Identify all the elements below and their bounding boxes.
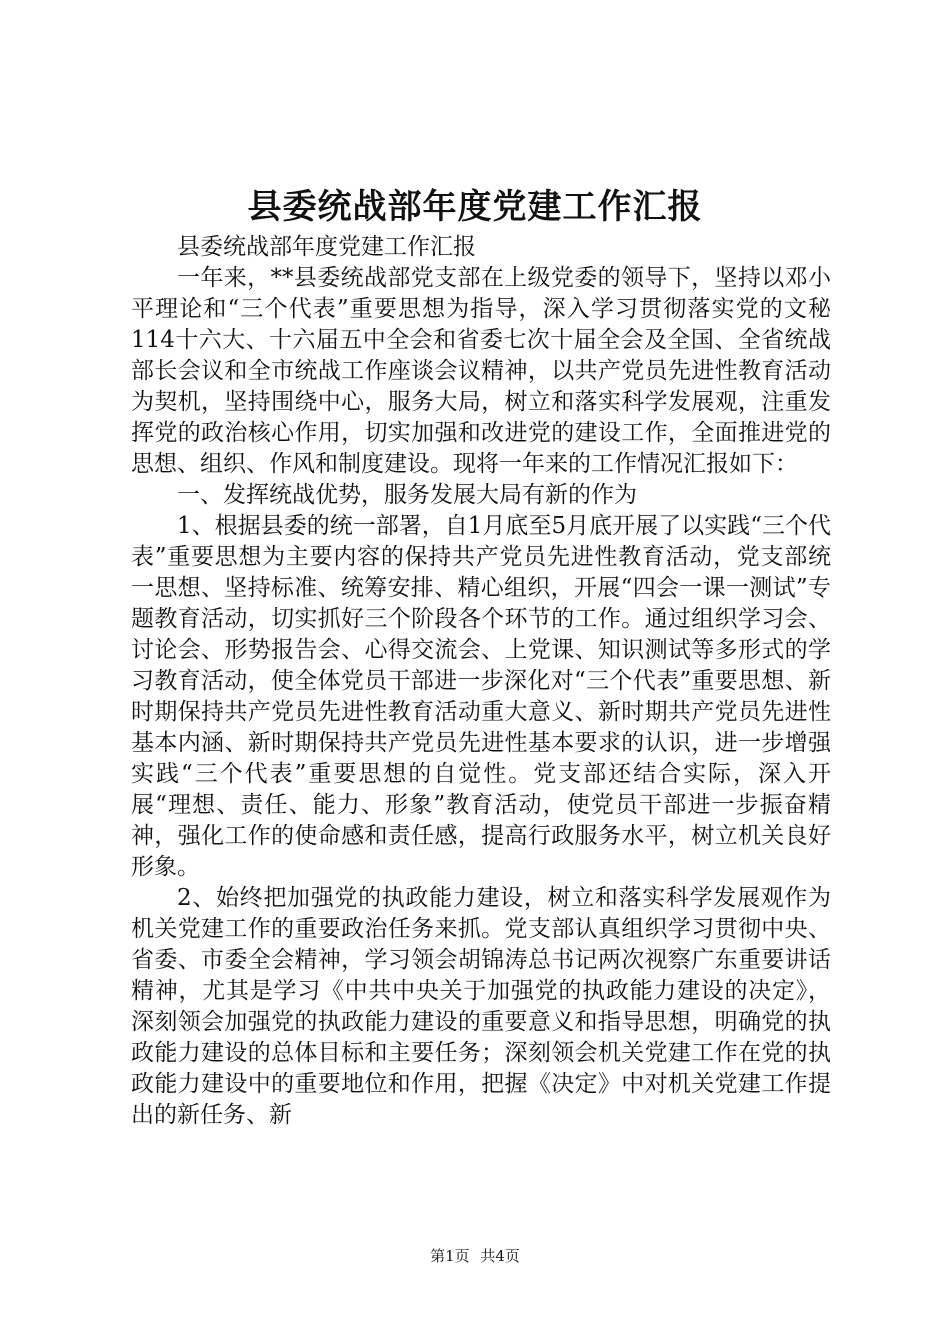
paragraph-item-1: 1、根据县委的统一部署，自1月底至5月底开展了以实践“三个代表”重要思想为主要内容的保持共产党员先进性教育活动，党支部统一思想、坚持标准、统筹安排、精心组织，开展“四会一课一测试”专题教育活动，切实抓好三个阶段各个环节的工作。通过组织学习会、讨论会、形势报告会、心得交流会、上党课、知识测试等多形式的学习教育活动，使全体党员干部进一步深化对“三个代表”重要思想、新时期保持共产党员先进性教育活动重大意义、新时期共产党员先进性基本内涵、新时期保持共产党员先进性基本要求的认识，进一步增强实践“三个代表”重要思想的自觉性。党支部还结合实际，深入开展“理想、责任、能力、形象”教育活动，使党员干部进一步振奋精神，强化工作的使命感和责任感，提高行政服务水平，树立机关良好形象。 [131, 513, 831, 880]
page-total: 共4页 [480, 1247, 520, 1265]
page-footer [0, 1246, 950, 1266]
document-title: 县委统战部年度党建工作汇报 [247, 187, 703, 227]
section-heading-1: 一、发挥统战优势，服务发展大局有新的作为 [177, 482, 637, 508]
paragraph-intro: 一年来，**县委统战部党支部在上级党委的领导下，坚持以邓小平理论和“三个代表”重要思想为指导，深入学习贯彻落实党的文秘114十六大、十六届五中全会和省委七次十届全会及全国、全省统战部长会议和全市统战工作座谈会议精神，以共产党员先进性教育活动为契机，坚持围绕中心，服务大局，树立和落实科学发展观，注重发挥党的政治核心作用，切实加强和改进党的建设工作，全面推进党的思想、组织、作风和制度建设。现将一年来的工作情况汇报如下： [131, 265, 831, 477]
document-body [131, 232, 831, 1131]
page-number: 第1页 [430, 1247, 470, 1265]
paragraph-item-2: 2、始终把加强党的执政能力建设，树立和落实科学发展观作为机关党建工作的重要政治任务来抓。党支部认真组织学习贯彻中央、省委、市委全会精神，学习领会胡锦涛总书记两次视察广东重要讲话精神，尤其是学习《中共中央关于加强党的执政能力建设的决定》，深刻领会加强党的执政能力建设的重要意义和指导思想，明确党的执政能力建设的总体目标和主要任务；深刻领会机关党建工作在党的执政能力建设中的重要地位和作用，把握《决定》中对机关党建工作提出的新任务、新 [131, 885, 831, 1128]
paragraph-subtitle: 县委统战部年度党建工作汇报 [177, 234, 476, 260]
